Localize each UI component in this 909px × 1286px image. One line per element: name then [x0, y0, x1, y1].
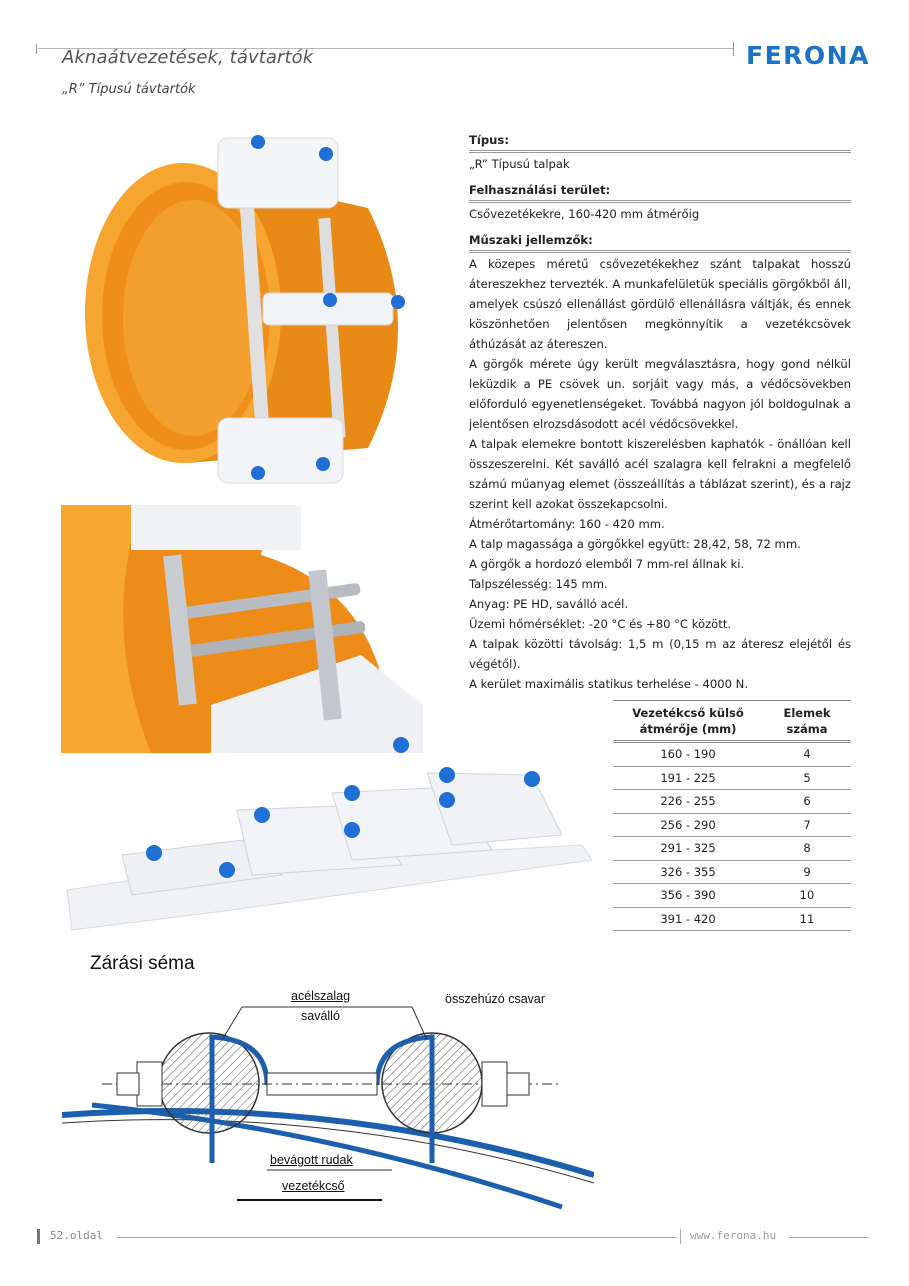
- table-cell-count: 6: [763, 790, 851, 814]
- table-header-count: Elemek száma: [763, 701, 851, 742]
- desc-line: A kerület maximális statikus terhelése - 4000 N.: [469, 677, 749, 691]
- table-cell-diameter: 191 - 225: [613, 766, 763, 790]
- table-row: [613, 790, 851, 814]
- table-row: [613, 884, 851, 908]
- table-cell-count: 10: [763, 884, 851, 908]
- footer-rule: [117, 1237, 677, 1238]
- technical-description: [469, 254, 851, 694]
- pipe-with-spacer-photo: [68, 128, 413, 498]
- table-cell-diameter: 391 - 420: [613, 907, 763, 931]
- page-number: 52.oldal: [50, 1229, 103, 1242]
- desc-paragraph: A közepes méretű csővezetékekhez szánt talpakat hosszú átereszekhez tervezték. A munkafelületük speciális görgőkből áll, amelyek csúszó ellenállást gördülő ellenállásra váltják, és ennek köszönhetően jelentősen megkönnyítik a vezetékcsövek áthúzását az átereszen.: [469, 257, 851, 351]
- diagram-label-rods: bevágott rudak: [270, 1153, 353, 1167]
- ferona-logo-text: FERONA: [746, 41, 870, 70]
- desc-paragraph: A görgők mérete úgy került megválasztásra, hogy gond nélkül leküzdik a PE csövek un. sorjáit vagy más, a védőcsövekben előforduló egyenetlenségeket. Továbbá nagyon jól boldogulnak a jelentősen elrozsdásodott acél védőcsövekkel.: [469, 357, 851, 431]
- table-cell-diameter: 326 - 355: [613, 860, 763, 884]
- spec-type: [469, 133, 851, 171]
- diagram-label-steel-band: acélszalag: [291, 989, 351, 1003]
- footer-url[interactable]: www.ferona.hu: [690, 1229, 777, 1242]
- spec-tech-label: Műszaki jellemzők:: [469, 233, 851, 253]
- table-row: [613, 766, 851, 790]
- desc-line: Átmérőtartomány: 160 - 420 mm.: [469, 517, 665, 531]
- desc-line: A görgők a hordozó elemből 7 mm-rel állnak ki.: [469, 557, 745, 571]
- table-cell-diameter: 356 - 390: [613, 884, 763, 908]
- spacer-elements-photo: [62, 765, 597, 935]
- table-cell-diameter: 226 - 255: [613, 790, 763, 814]
- page-title: Aknaátvezetések, távtartók: [62, 47, 314, 68]
- diagram-label-pipe: vezetékcső: [282, 1179, 345, 1193]
- table-cell-count: 11: [763, 907, 851, 931]
- table-header-diameter: Vezetékcső külső átmérője (mm): [613, 701, 763, 742]
- spec-use: [469, 183, 851, 221]
- spec-tech: [469, 233, 851, 253]
- footer-tick: [37, 1229, 40, 1244]
- header-tick-right: [733, 42, 734, 56]
- footer-rule-right: [789, 1237, 869, 1238]
- table-row: [613, 860, 851, 884]
- table-cell-diameter: 160 - 190: [613, 742, 763, 767]
- table-cell-count: 7: [763, 813, 851, 837]
- spec-use-value: Csővezetékekre, 160-420 mm átmérőig: [469, 207, 700, 221]
- diagram-label-stainless: saválló: [301, 1009, 340, 1023]
- desc-line: Anyag: PE HD, saválló acél.: [469, 597, 629, 611]
- desc-line: A talpak közötti távolság: 1,5 m (0,15 m az áteresz elejétől és végétől).: [469, 637, 851, 671]
- table-row: [613, 813, 851, 837]
- table-cell-count: 5: [763, 766, 851, 790]
- closure-diagram: [62, 945, 594, 1210]
- page-subtitle: „R” Típusú távtartók: [62, 82, 196, 97]
- table-cell-diameter: 256 - 290: [613, 813, 763, 837]
- table-cell-count: 4: [763, 742, 851, 767]
- table-row: [613, 837, 851, 861]
- table-cell-count: 8: [763, 837, 851, 861]
- table-cell-count: 9: [763, 860, 851, 884]
- footer-tick-right: [680, 1229, 681, 1244]
- desc-paragraph: A talpak elemekre bontott kiszerelésben kaphatók - önállóan kell összeszerelni. Két saválló acél szalagra kell felrakni a megfelelő számú műanyag elemet (összeállítás a táblázat szerint), és a rajz szerint kell azokat összekapcsolni.: [469, 437, 851, 511]
- desc-line: A talp magassága a görgőkkel együtt: 28,42, 58, 72 mm.: [469, 537, 801, 551]
- diagram-label-bolt: összehúzó csavar: [445, 992, 546, 1006]
- table-row: [613, 907, 851, 931]
- desc-line: Üzemi hőmérséklet: -20 °C és +80 °C között.: [469, 617, 732, 631]
- table-cell-diameter: 291 - 325: [613, 837, 763, 861]
- diagram-title: Zárási séma: [90, 953, 195, 974]
- header-tick-left: [36, 44, 37, 54]
- table-row: [613, 742, 851, 767]
- desc-line: Talpszélesség: 145 mm.: [469, 577, 608, 591]
- elements-table: [613, 700, 851, 931]
- spec-use-label: Felhasználási terület:: [469, 183, 851, 203]
- ferona-logo: [745, 38, 875, 70]
- bolt-closeup-photo: [61, 505, 423, 753]
- spec-type-value: „R” Típusú talpak: [469, 157, 570, 171]
- spec-type-label: Típus:: [469, 133, 851, 153]
